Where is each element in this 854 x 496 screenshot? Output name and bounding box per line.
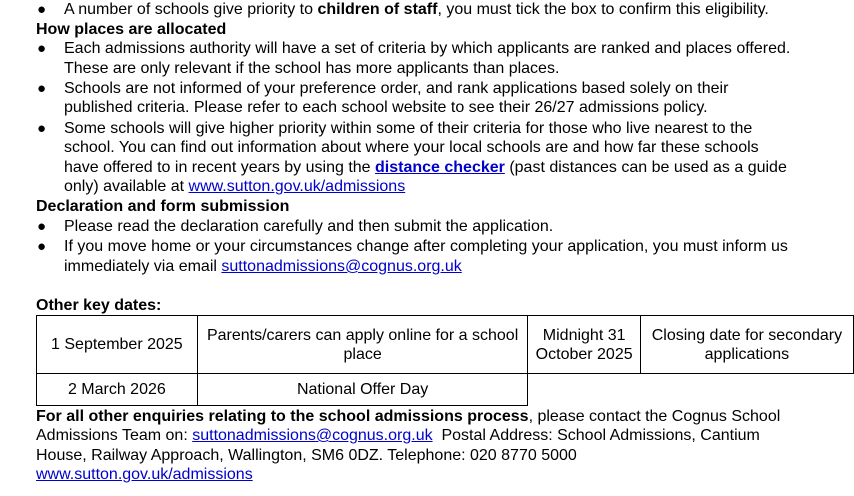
table-row (37, 374, 854, 406)
key-dates-table (36, 315, 854, 406)
places-bullet-3-line-4: only) available at www.sutton.gov.uk/admissions (64, 178, 406, 195)
places-bullet-2-line-1: Schools are not informed of your preference order, and rank applications based solely on their (64, 80, 729, 97)
declaration-bullet-2-line-2: immediately via email suttonadmissions@cognus.org.uk (64, 258, 462, 275)
enquiries-line-2: Admissions Team on: suttonadmissions@cognus.org.uk Postal Address: School Admissions, Cantium (36, 427, 760, 444)
bullet-icon: ● (37, 218, 47, 235)
places-bullet-1-line-1: Each admissions authority will have a set of criteria by which applicants are ranked and places offered. (64, 40, 791, 57)
places-bullet-3-line-3: have offered to in recent years by using the distance checker (past distances can be used as a guide (64, 159, 787, 176)
bullet-icon: ● (37, 40, 47, 57)
distance-checker-link[interactable]: distance checker (375, 159, 505, 176)
bullet-icon: ● (37, 80, 47, 97)
event-cell: National Offer Day (197, 374, 528, 406)
places-bullet-2-line-2: published criteria. Please refer to each school website to see their 26/27 admissions policy. (64, 99, 708, 116)
enquiries-line-4 (36, 465, 253, 484)
key-dates-heading: Other key dates: (36, 297, 162, 314)
date-cell: 1 September 2025 (37, 316, 198, 374)
declaration-bullet-1: Please read the declaration carefully and then submit the application. (64, 218, 554, 235)
places-bullet-3-line-2: school. You can find out information about where your local schools are and how far these schools (64, 139, 759, 156)
sutton-admissions-link[interactable]: www.sutton.gov.uk/admissions (188, 178, 406, 195)
staff-priority-text: A number of schools give priority to children of staff, you must tick the box to confirm this eligibility. (64, 1, 769, 18)
date-cell: Midnight 31 October 2025 (528, 316, 640, 374)
enquiries-line-1: For all other enquiries relating to the school admissions process, please contact the Cognus School (36, 408, 781, 425)
date-cell: 2 March 2026 (37, 374, 198, 406)
event-cell: Closing date for secondary applications (640, 316, 853, 374)
event-cell: Parents/carers can apply online for a school place (197, 316, 528, 374)
places-bullet-3-line-1: Some schools will give higher priority within some of their criteria for those who live nearest to the (64, 120, 753, 137)
places-heading: How places are allocated (36, 21, 227, 38)
admissions-email-link[interactable]: suttonadmissions@cognus.org.uk (221, 258, 462, 275)
footer-email-link[interactable]: suttonadmissions@cognus.org.uk (192, 427, 433, 444)
bullet-icon: ● (37, 238, 47, 255)
places-bullet-1-line-2: These are only relevant if the school has more applicants than places. (64, 60, 560, 77)
declaration-heading: Declaration and form submission (36, 198, 290, 215)
footer-website-link[interactable]: www.sutton.gov.uk/admissions (36, 466, 253, 483)
bullet-icon: ● (37, 120, 47, 137)
table-row (37, 316, 854, 374)
enquiries-line-3: House, Railway Approach, Wallington, SM6 0DZ. Telephone: 020 8770 5000 (36, 447, 577, 464)
bullet-icon: ● (37, 1, 47, 18)
declaration-bullet-2-line-1: If you move home or your circumstances change after completing your application, you must inform us (64, 238, 788, 255)
